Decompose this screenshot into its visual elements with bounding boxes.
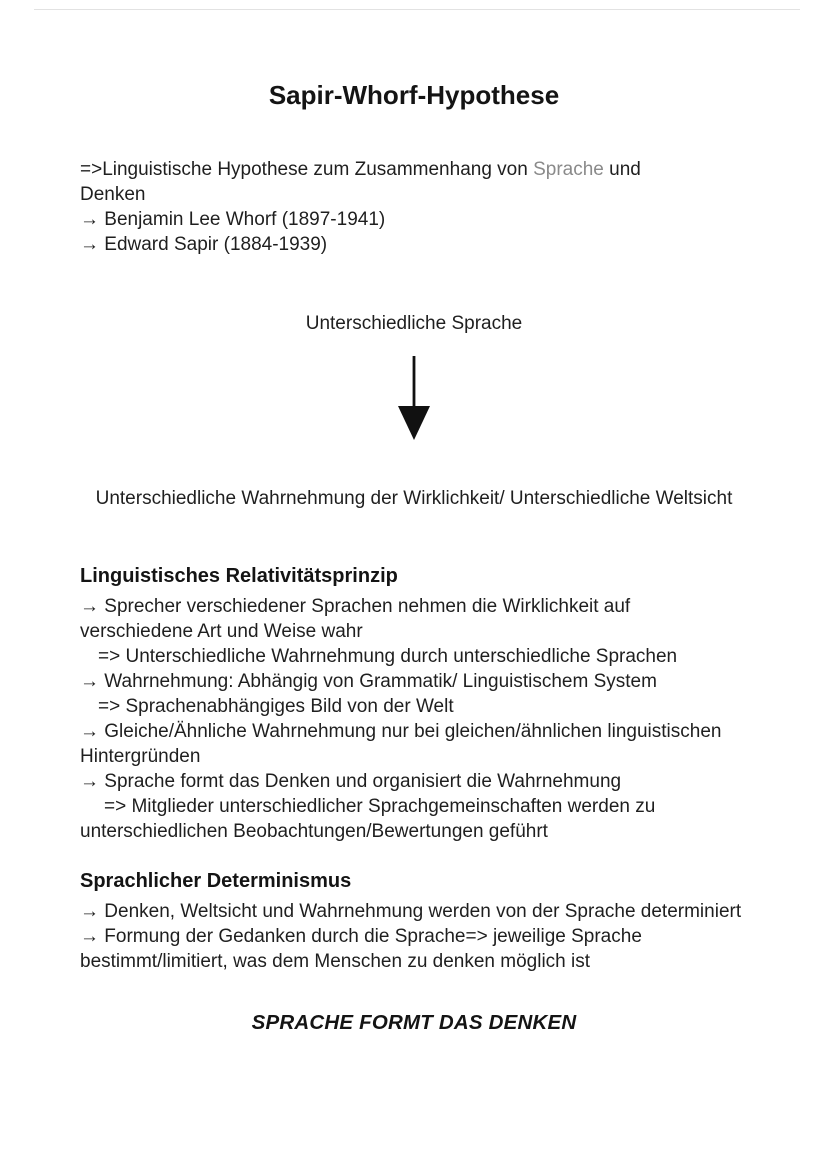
author-line-whorf: → Benjamin Lee Whorf (1897-1941) [80,209,386,230]
bullet-line: → Denken, Weltsicht und Wahrnehmung werden von der Sprache determiniert [80,901,742,922]
intro-section [80,157,748,257]
bullet-line: → Sprecher verschiedener Sprachen nehmen die Wirklichkeit auf verschiedene Art und Weise wahr [80,596,631,642]
intro-definition-suffix: und [603,159,641,180]
determinism-items [80,899,748,974]
author-line-sapir: → Edward Sapir (1884-1939) [80,234,328,255]
bullet-line: => Sprachenabhängiges Bild von der Welt [98,696,454,717]
section-linguistic-relativity [80,563,748,844]
bullet-line: → Formung der Gedanken durch die Sprache=> jeweilige Sprache bestimmt/limitiert, was dem Menschen zu denken möglich ist [80,926,642,972]
relativity-items [80,594,748,844]
footer-slogan: SPRACHE FORMT DAS DENKEN [251,1011,577,1034]
section-heading-relativity: Linguistisches Relativitätsprinzip [80,565,398,587]
bullet-line: => Unterschiedliche Wahrnehmung durch unterschiedliche Sprachen [98,646,678,667]
section-heading-determinism: Sprachlicher Determinismus [80,870,352,892]
diagram-top-label: Unterschiedliche Sprache [305,313,523,334]
page-top-edge [34,9,800,10]
intro-definition [80,157,748,207]
intro-definition-continuation: Denken [80,184,146,205]
down-arrow-icon [392,356,436,442]
bullet-line: => Mitglieder unterschiedlicher Sprachgemeinschaften werden zu unterschiedlichen Beobachtungen/Bewertungen geführt [80,796,656,842]
intro-definition-prefix: =>Linguistische Hypothese zum Zusammenhang von [80,159,534,180]
bullet-line: → Sprache formt das Denken und organisiert die Wahrnehmung [80,771,622,792]
diagram-bottom-label: Unterschiedliche Wahrnehmung der Wirklichkeit/ Unterschiedliche Weltsicht [95,488,733,509]
page-title: Sapir-Whorf-Hypothese [268,80,560,110]
bullet-line: → Gleiche/Ähnliche Wahrnehmung nur bei gleichen/ähnlichen linguistischen Hintergründen [80,721,722,767]
emphasized-word: Sprache [533,159,604,180]
bullet-line: → Wahrnehmung: Abhängig von Grammatik/ Linguistischem System [80,671,657,692]
diagram [80,311,748,511]
section-linguistic-determinism [80,868,748,974]
